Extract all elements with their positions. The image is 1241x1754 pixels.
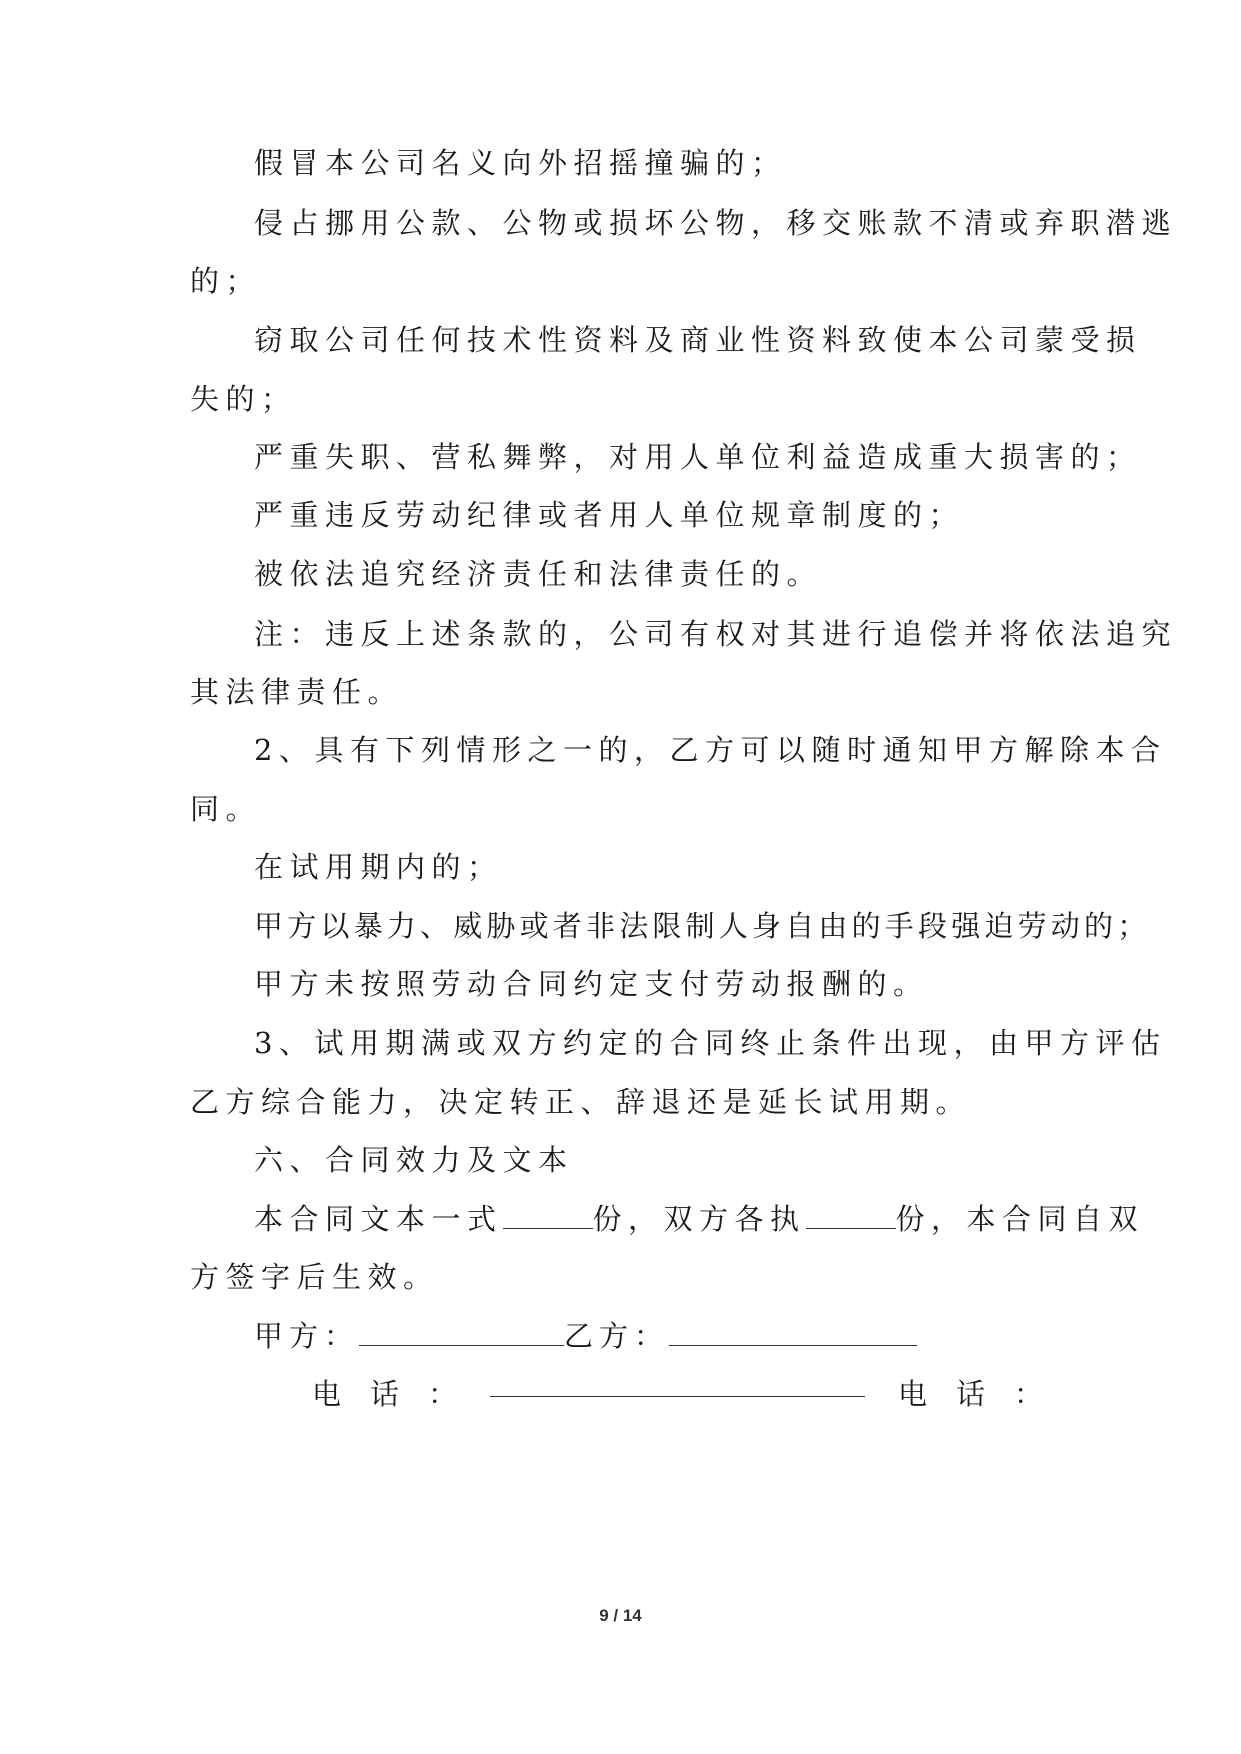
copies-total-blank: [503, 1202, 593, 1229]
paragraph-forced-labor: 甲方以暴力、威胁或者非法限制人身自由的手段强迫劳动的；: [254, 909, 1151, 943]
paragraph-item-3-cont: 乙方综合能力，决定转正、辞退还是延长试用期。: [190, 1085, 972, 1119]
paragraph-unpaid-wages: 甲方未按照劳动合同约定支付劳动报酬的。: [254, 967, 929, 1001]
paragraph-copies-cont: 方签字后生效。: [190, 1260, 439, 1294]
paragraph-probation: 在试用期内的；: [254, 850, 503, 884]
copies-each-blank: [806, 1202, 896, 1229]
paragraph-copies-part-3: 份，本合同自双: [895, 1202, 1145, 1236]
paragraph-clause-discipline: 严重违反劳动纪律或者用人单位规章制度的；: [254, 498, 965, 532]
paragraph-clause-embezzlement: 侵占挪用公款、公物或损坏公物，移交账款不清或弃职潜逃: [254, 206, 1178, 240]
paragraph-note: 注：违反上述条款的，公司有权对其进行追偿并将依法追究: [254, 617, 1178, 651]
party-b-label: 乙方：: [564, 1319, 670, 1353]
paragraph-clause-fraud: 假冒本公司名义向外招摇撞骗的；: [254, 146, 787, 180]
paragraph-item-2-cont: 同。: [190, 792, 262, 826]
party-a-signature-blank: [359, 1319, 564, 1346]
phone-a-blank: [490, 1396, 865, 1397]
paragraph-item-3: 3、试用期满或双方约定的合同终止条件出现，由甲方评估: [254, 1026, 1167, 1060]
page-number: 9 / 14: [599, 1606, 642, 1625]
paragraph-note-cont: 其法律责任。: [190, 675, 404, 709]
paragraph-clause-negligence: 严重失职、营私舞弊，对用人单位利益造成重大损害的；: [254, 440, 1142, 474]
section-heading-contract-validity: 六、合同效力及文本: [254, 1143, 574, 1177]
paragraph-clause-theft: 窃取公司任何技术性资料及商业性资料致使本公司蒙受损: [254, 323, 1142, 357]
paragraph-copies: [254, 1199, 1144, 1239]
paragraph-item-2: 2、具有下列情形之一的，乙方可以随时通知甲方解除本合: [254, 733, 1167, 767]
party-b-signature-blank: [669, 1319, 917, 1346]
paragraph-copies-part-2: 份，双方各执: [592, 1202, 806, 1236]
phone-b-label: 电 话 ：: [898, 1377, 1044, 1411]
paragraph-clause-embezzlement-cont: 的；: [190, 264, 262, 298]
party-a-label: 甲方：: [254, 1319, 360, 1353]
paragraph-clause-theft-cont: 失的；: [190, 382, 297, 416]
paragraph-copies-part-1: 本合同文本一式: [254, 1202, 503, 1236]
phone-a-label: 电 话 ：: [312, 1377, 458, 1411]
signature-row: [254, 1316, 917, 1356]
paragraph-clause-liability: 被依法追究经济责任和法律责任的。: [254, 557, 823, 591]
